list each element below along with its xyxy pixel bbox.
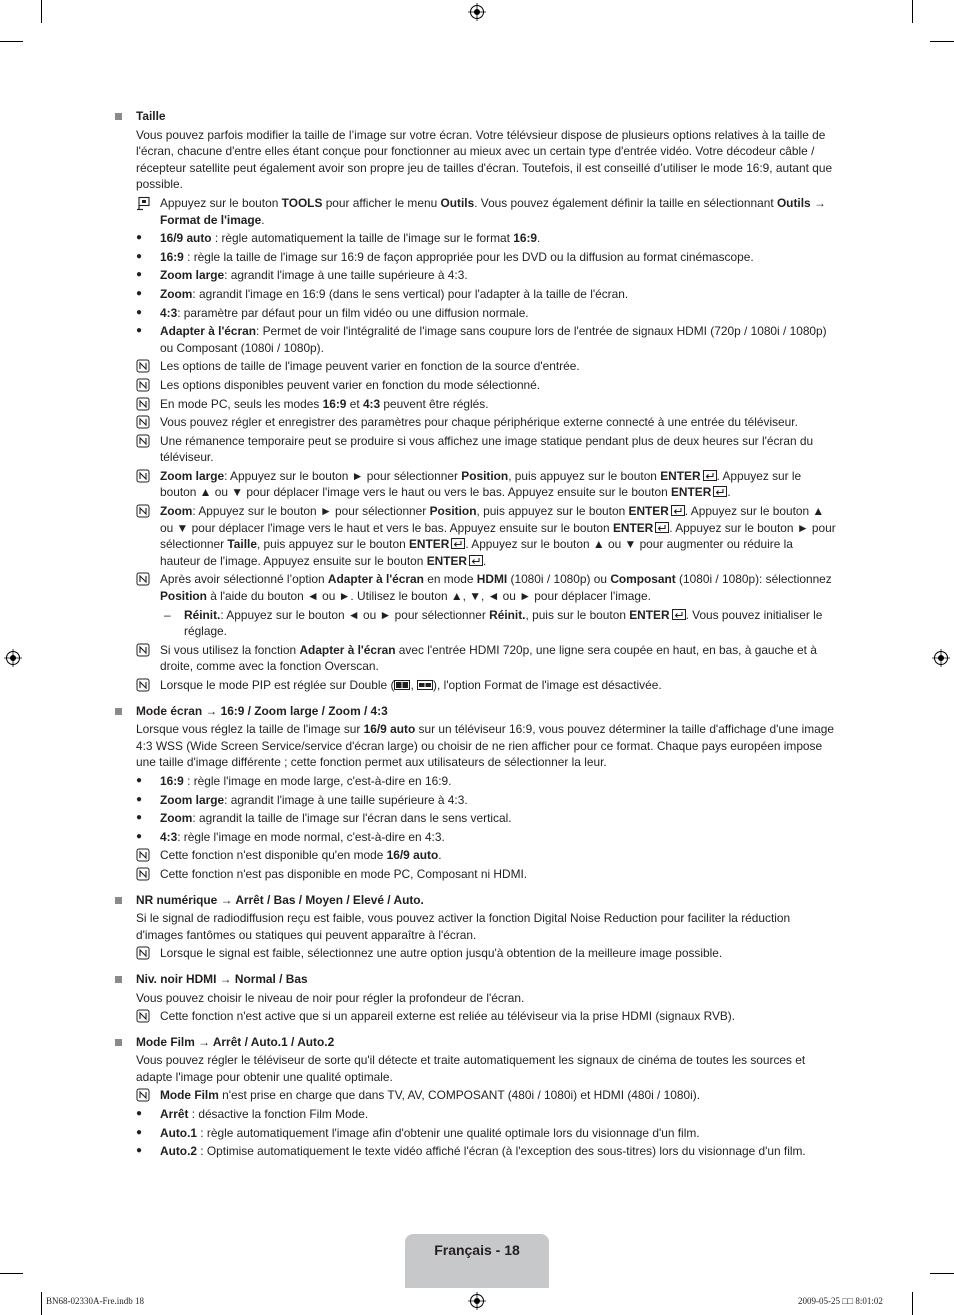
note-icon [136, 504, 150, 518]
block-text: Cette fonction n'est active que si un appareil externe est reliée au téléviseur via la prise HDMI (signaux RVB). [160, 1009, 736, 1024]
list-item [112, 1125, 836, 1142]
note-item [112, 358, 836, 375]
list-item [112, 305, 836, 322]
block-text: Zoom: agrandit la taille de l'image sur l'écran dans le sens vertical. [160, 811, 512, 826]
section [112, 1034, 836, 1160]
paragraph [112, 127, 836, 193]
note-item [112, 503, 836, 569]
print-slug-left: BN68-02330A-Fre.indb 18 [46, 1296, 144, 1306]
block-text: Vous pouvez régler le téléviseur de sorte qu'il détecte et traite automatiquement les signaux de cinéma de toutes les sources et adapte l'image pour obtenir une qualité optimale. [136, 1053, 806, 1084]
block-text: Cette fonction n'est pas disponible en mode PC, Composant ni HDMI. [160, 866, 528, 881]
bullet-icon: ● [136, 1126, 143, 1138]
list-item [112, 829, 836, 846]
block-text: Zoom large: agrandit l'image à une taille supérieure à 4:3. [160, 792, 468, 807]
bullet-icon: ● [136, 232, 143, 244]
square-bullet-icon [115, 1039, 122, 1046]
block-text: En mode PC, seuls les modes 16:9 et 4:3 peuvent être réglés. [160, 396, 489, 411]
page-number-label: Français - 18 [434, 1242, 520, 1258]
block-text: Après avoir sélectionné l’option Adapter à l'écran en mode HDMI (1080i / 1080p) ou Composant (1080i / 1080p): sélectionnez Position à l'aide du bouton ◄ ou ►. Utilisez le bouton ▲, ▼, ◄ ou ► pour déplacer l'image. [160, 572, 832, 604]
paragraph [112, 910, 836, 943]
note-icon [136, 469, 150, 483]
note-item [112, 1008, 836, 1025]
block-text: 16/9 auto : règle automatiquement la taille de l'image sur le format 16:9. [160, 231, 541, 246]
block-text: Lorsque le signal est faible, sélectionnez une autre option jusqu'à obtention de la meilleure image possible. [160, 946, 723, 961]
block-text: Adapter à l'écran: Permet de voir l'intégralité de l'image sans coupure lors de l'entrée de signaux HDMI (720p / 1080i / 1080p) ou Composant (1080i / 1080p). [160, 324, 827, 355]
block-text: Réinit.: Appuyez sur le bouton ◄ ou ► pour sélectionner Réinit., puis sur le bouton ENTER . Vous pouvez initialiser le réglage. [184, 607, 823, 639]
block-text: Vous pouvez régler et enregistrer des paramètres pour chaque périphérique externe connecté à une entrée du téléviseur. [160, 415, 798, 430]
block-text: Si vous utilisez la fonction Adapter à l'écran avec l'entrée HDMI 720p, une ligne sera coupée en haut, en bas, à gauche et à droite, comme avec la fonction Overscan. [160, 642, 817, 674]
section-title-text: Mode écran → 16:9 / Zoom large / Zoom / 4:3 [136, 703, 388, 718]
note-icon [136, 397, 150, 411]
note-item [112, 396, 836, 413]
bullet-icon: ● [136, 774, 143, 786]
section-title [112, 892, 836, 909]
crop-mark [912, 1292, 913, 1315]
note-item [112, 377, 836, 394]
note-icon [136, 359, 150, 373]
crop-mark [41, 0, 42, 23]
square-bullet-icon [115, 113, 122, 120]
note-icon [136, 1009, 150, 1023]
note-icon [136, 946, 150, 960]
note-item [112, 571, 836, 604]
list-item [112, 323, 836, 356]
enter-icon [655, 522, 669, 533]
section-title-text: Mode Film → Arrêt / Auto.1 / Auto.2 [136, 1034, 335, 1049]
block-text: Lorsque vous réglez la taille de l'image sur 16/9 auto sur un téléviseur 16:9, vous pouvez déterminer la taille d'affichage d'une image 4:3 WSS (Wide Screen Service/service d'écran large) ou choisir de ne rien afficher pour ce format. Chaque pays européen impose une taille d'image différente ; cette fonction permet aux utilisateurs de sélectionner la leur. [136, 722, 834, 770]
section [112, 108, 836, 694]
block-text: 4:3: paramètre par défaut pour un film vidéo ou une diffusion normale. [160, 305, 529, 320]
block-text: Vous pouvez choisir le niveau de noir pour régler la profondeur de l'écran. [136, 990, 525, 1005]
bullet-icon: ● [136, 287, 143, 299]
note-icon [136, 434, 150, 448]
bullet-icon: ● [136, 269, 143, 281]
note-item [112, 847, 836, 864]
note-icon [136, 867, 150, 881]
registration-mark-icon [468, 3, 486, 21]
note-icon [136, 415, 150, 429]
section-title [112, 703, 836, 720]
enter-icon [671, 505, 685, 516]
bullet-icon: ● [136, 250, 143, 262]
note-item [112, 642, 836, 675]
note-icon [136, 572, 150, 586]
block-text: Zoom: agrandit l'image en 16:9 (dans le sens vertical) pour l'adapter à la taille de l'écran. [160, 286, 629, 301]
pip-double-icon [394, 680, 410, 690]
block-text: Si le signal de radiodiffusion reçu est faible, vous pouvez activer la fonction Digital Noise Reduction pour faciliter la réduction d'images fantômes ou statiques qui peuvent apparaître à l'écran. [136, 911, 791, 942]
section [112, 971, 836, 1025]
bullet-icon: ● [136, 325, 143, 337]
enter-icon [672, 609, 686, 620]
registration-mark-icon [468, 1292, 486, 1310]
enter-icon [451, 538, 465, 549]
bullet-icon: ● [136, 1145, 143, 1157]
note-item [112, 1087, 836, 1104]
note-item [112, 945, 836, 962]
list-item [112, 286, 836, 303]
tools-icon [136, 196, 151, 211]
list-item [112, 810, 836, 827]
note-item [112, 677, 836, 694]
list-item [112, 249, 836, 266]
section-title-text: NR numérique → Arrêt / Bas / Moyen / Elevé / Auto. [136, 892, 424, 907]
block-text: Mode Film n'est prise en charge que dans TV, AV, COMPOSANT (480i / 1080i) et HDMI (480i / 1080i). [160, 1088, 701, 1103]
list-item [112, 230, 836, 247]
section [112, 703, 836, 883]
note-item [112, 433, 836, 466]
paragraph [112, 990, 836, 1007]
list-item [112, 792, 836, 809]
section-title [112, 1034, 836, 1051]
block-text: Vous pouvez parfois modifier la taille de l’image sur votre écran. Votre télévsieur dispose de plusieurs options relatives à la taille de l'écran, chacune d'entre elles étant conçue pour fonctionner au mieux avec un certain type d'entrée vidéo. Votre décodeur câble / récepteur satellite peut également avoir son propre jeu de tailles d'écran. Toutefois, il est conseillé d’utiliser le mode 16:9, autant que possible. [136, 127, 833, 192]
note-icon [136, 678, 150, 692]
block-text: Appuyez sur le bouton TOOLS pour afficher le menu Outils. Vous pouvez également définir la taille en sélectionnant Outils → Format de l'image. [160, 195, 826, 227]
tools-item [112, 195, 836, 228]
paragraph [112, 721, 836, 771]
enter-icon [469, 555, 483, 566]
list-item [112, 773, 836, 790]
bullet-icon: ● [136, 793, 143, 805]
block-text: Auto.2 : Optimise automatiquement le texte vidéo affiché l'écran (à l'exception des sous-titres) lors du visionnage d'un film. [160, 1144, 806, 1159]
note-icon [136, 378, 150, 392]
crop-mark [930, 41, 954, 42]
section-title-text: Taille [136, 109, 166, 123]
sub-item [112, 607, 836, 640]
block-text: Zoom: Appuyez sur le bouton ► pour sélectionner Position, puis appuyez sur le bouton ENTER . Appuyez sur le bouton ▲ ou ▼ pour déplacer l'image vers le haut et vers le bas. Appuyez ensuite sur le bouton ENTER . Appuyez sur le bouton ► pour sélectionner Taille, puis appuyez sur le bouton ENTER . Appuyez sur le bouton ▲ ou ▼ pour augmenter ou réduire la hauteur de l'image. Appuyez ensuite sur le bouton ENTER . [160, 504, 836, 568]
block-text: Les options de taille de l'image peuvent varier en fonction de la source d'entrée. [160, 359, 580, 374]
list-item [112, 1106, 836, 1123]
crop-mark [0, 1273, 23, 1274]
block-text: Auto.1 : règle automatiquement l'image afin d'obtenir une qualité optimale lors du visionnage d'un film. [160, 1125, 700, 1140]
square-bullet-icon [115, 897, 122, 904]
enter-icon [713, 486, 727, 497]
crop-mark [41, 1292, 42, 1315]
note-item [112, 414, 836, 431]
section-title [112, 108, 836, 125]
bullet-icon: ● [136, 830, 143, 842]
block-text: 16:9 : règle l'image en mode large, c'est-à-dire en 16:9. [160, 773, 452, 788]
section-title-text: Niv. noir HDMI → Normal / Bas [136, 971, 308, 986]
block-text: Une rémanence temporaire peut se produire si vous affichez une image statique pendant plus de deux heures sur l'écran du téléviseur. [160, 433, 814, 465]
square-bullet-icon [115, 708, 122, 715]
crop-mark [0, 41, 23, 42]
block-text: Arrêt : désactive la fonction Film Mode. [160, 1107, 369, 1122]
crop-mark [930, 1273, 954, 1274]
note-item [112, 866, 836, 883]
block-text: Lorsque le mode PIP est réglée sur Double ( , ), l'option Format de l'image est désactivée. [160, 678, 662, 692]
pip-double-alt-icon [417, 680, 433, 690]
registration-mark-icon [4, 649, 22, 667]
print-slug-right: 2009-05-25 □□ 8:01:02 [798, 1296, 883, 1306]
dash-marker: – [164, 607, 171, 622]
note-item [112, 468, 836, 501]
bullet-icon: ● [136, 812, 143, 824]
section-title [112, 971, 836, 988]
enter-icon [703, 470, 717, 481]
registration-mark-icon [932, 649, 950, 667]
block-text: Zoom large: Appuyez sur le bouton ► pour sélectionner Position, puis appuyez sur le bouton ENTER . Appuyez sur le bouton ▲ ou ▼ pour déplacer l'image vers le haut ou vers le bas. Appuyez ensuite sur le bouton ENTER . [160, 468, 802, 500]
list-item [112, 267, 836, 284]
paragraph [112, 1052, 836, 1085]
note-icon [136, 643, 150, 657]
block-text: Cette fonction n'est disponible qu'en mode 16/9 auto. [160, 848, 442, 863]
section [112, 892, 836, 962]
square-bullet-icon [115, 976, 122, 983]
list-item [112, 1143, 836, 1160]
manual-content [112, 108, 836, 1169]
block-text: Les options disponibles peuvent varier en fonction du mode sélectionné. [160, 377, 541, 392]
block-text: Zoom large: agrandit l'image à une taille supérieure à 4:3. [160, 268, 468, 283]
note-icon [136, 848, 150, 862]
bullet-icon: ● [136, 1108, 143, 1120]
crop-mark [912, 0, 913, 23]
block-text: 4:3: règle l'image en mode normal, c'est-à-dire en 4:3. [160, 829, 445, 844]
block-text: 16:9 : règle la taille de l'image sur 16:9 de façon appropriée pour les DVD ou la diffusion au format cinémascope. [160, 249, 754, 264]
note-icon [136, 1088, 150, 1102]
bullet-icon: ● [136, 306, 143, 318]
